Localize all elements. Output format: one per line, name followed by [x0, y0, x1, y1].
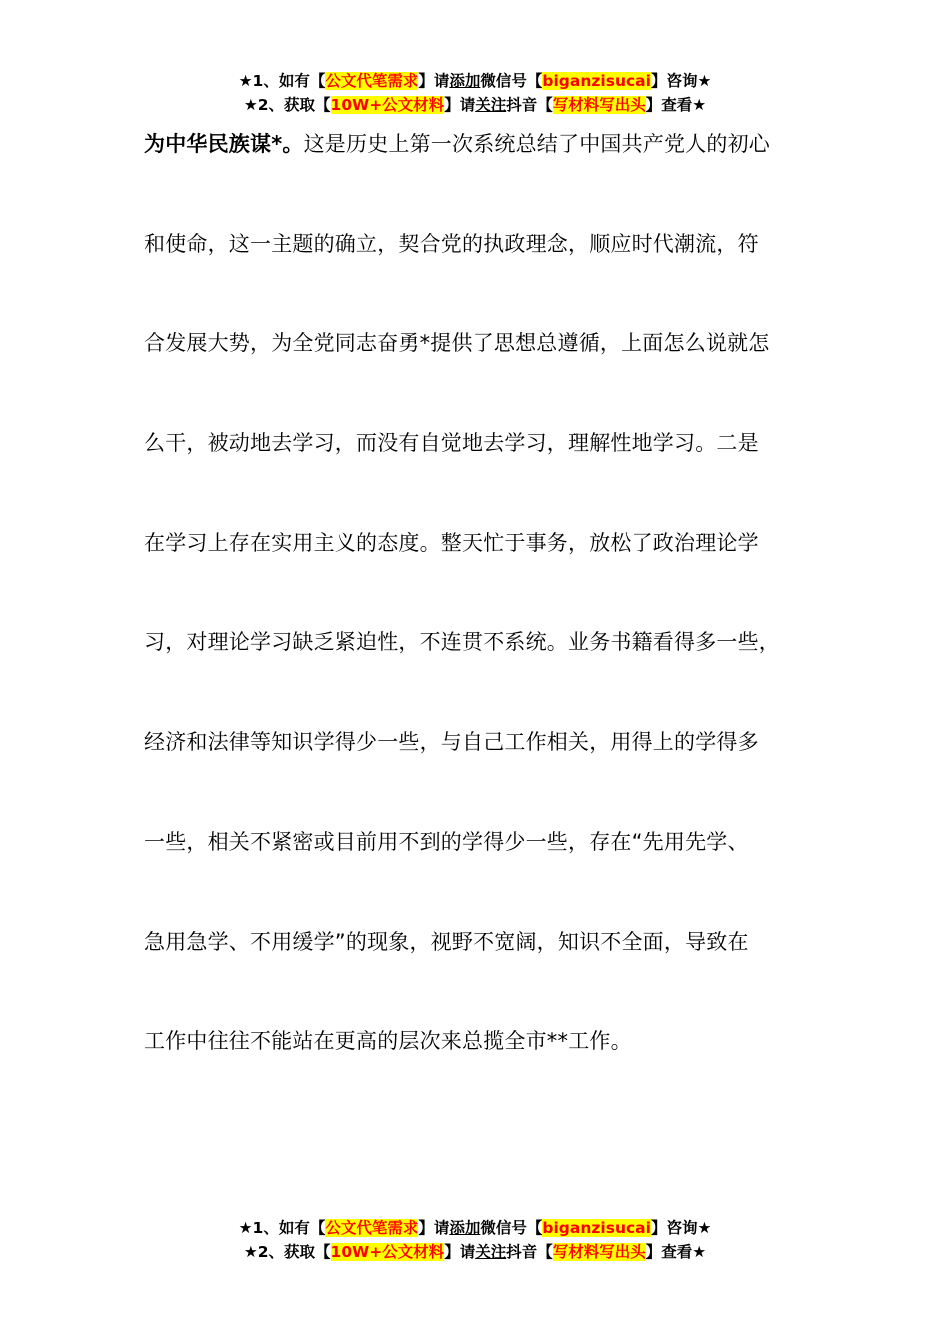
body-line: 习，对理论学习缺乏紧迫性，不连贯不系统。业务书籍看得多一些，	[144, 630, 780, 655]
header-wechat-id: biganzisucai	[542, 72, 651, 90]
header-line-2-prefix: ★2、获取【	[243, 96, 331, 114]
header-materials-highlight: 10W+公文材料	[330, 96, 445, 114]
header-line-1-suffix: 】咨询★	[650, 72, 712, 90]
footer-line-1-text-2: 微信号【	[480, 1219, 543, 1237]
header-line-2	[0, 93, 950, 117]
footer-line-2-prefix: ★2、获取【	[243, 1243, 331, 1261]
body-line: 经济和法律等知识学得少一些，与自己工作相关，用得上的学得多	[144, 730, 759, 755]
body-line: 么干，被动地去学习，而没有自觉地去学习，理解性地学习。二是	[144, 431, 759, 456]
footer-add-emphasis: 添加	[449, 1219, 481, 1237]
body-lead-bold: 为中华民族谋*。	[144, 132, 304, 156]
header-line-1-prefix: ★1、如有【	[238, 72, 326, 90]
header-follow-emphasis: 关注	[475, 96, 507, 114]
header-service-highlight: 公文代笔需求	[325, 72, 419, 90]
body-line: 在学习上存在实用主义的态度。整天忙于事务，放松了政治理论学	[144, 530, 759, 555]
header-line-2-text: 】请	[444, 96, 476, 114]
footer-line-1-text: 】请	[418, 1219, 450, 1237]
footer-follow-emphasis: 关注	[475, 1243, 507, 1261]
header-line-2-suffix: 】查看★	[645, 96, 707, 114]
body-line: 和使命，这一主题的确立，契合党的执政理念，顺应时代潮流，符	[144, 231, 759, 256]
footer-line-2-suffix: 】查看★	[645, 1243, 707, 1261]
footer-service-highlight: 公文代笔需求	[325, 1219, 419, 1237]
footer-line-1	[0, 1216, 950, 1240]
body-line: 一些，相关不紧密或目前用不到的学得少一些，存在“先用先学、	[144, 829, 749, 854]
footer-line-1-prefix: ★1、如有【	[238, 1219, 326, 1237]
header-line-1-text: 】请	[418, 72, 450, 90]
body-line: 合发展大势，为全党同志奋勇*提供了思想总遵循，上面怎么说就怎	[144, 331, 770, 356]
body-line: 急用急学、不用缓学”的现象，视野不宽阔，知识不全面，导致在	[144, 929, 749, 954]
footer-line-2	[0, 1240, 950, 1264]
footer-douyin-account: 写材料写出头	[552, 1243, 646, 1261]
footer-materials-highlight: 10W+公文材料	[330, 1243, 445, 1261]
header-line-1	[0, 69, 950, 93]
header-douyin-account: 写材料写出头	[552, 96, 646, 114]
body-line	[144, 129, 824, 229]
body-line: 工作中往往不能站在更高的层次来总揽全市**工作。	[144, 1029, 632, 1054]
footer-banner	[0, 1216, 950, 1264]
header-line-2-text-2: 抖音【	[506, 96, 553, 114]
footer-line-2-text-2: 抖音【	[506, 1243, 553, 1261]
body-line-text: 这是历史上第一次系统总结了中国共产党人的初心	[303, 132, 770, 156]
document-body	[144, 129, 824, 1126]
header-add-emphasis: 添加	[449, 72, 481, 90]
header-line-1-text-2: 微信号【	[480, 72, 543, 90]
footer-wechat-id: biganzisucai	[542, 1219, 651, 1237]
footer-line-2-text: 】请	[444, 1243, 476, 1261]
header-banner	[0, 69, 950, 117]
footer-line-1-suffix: 】咨询★	[650, 1219, 712, 1237]
